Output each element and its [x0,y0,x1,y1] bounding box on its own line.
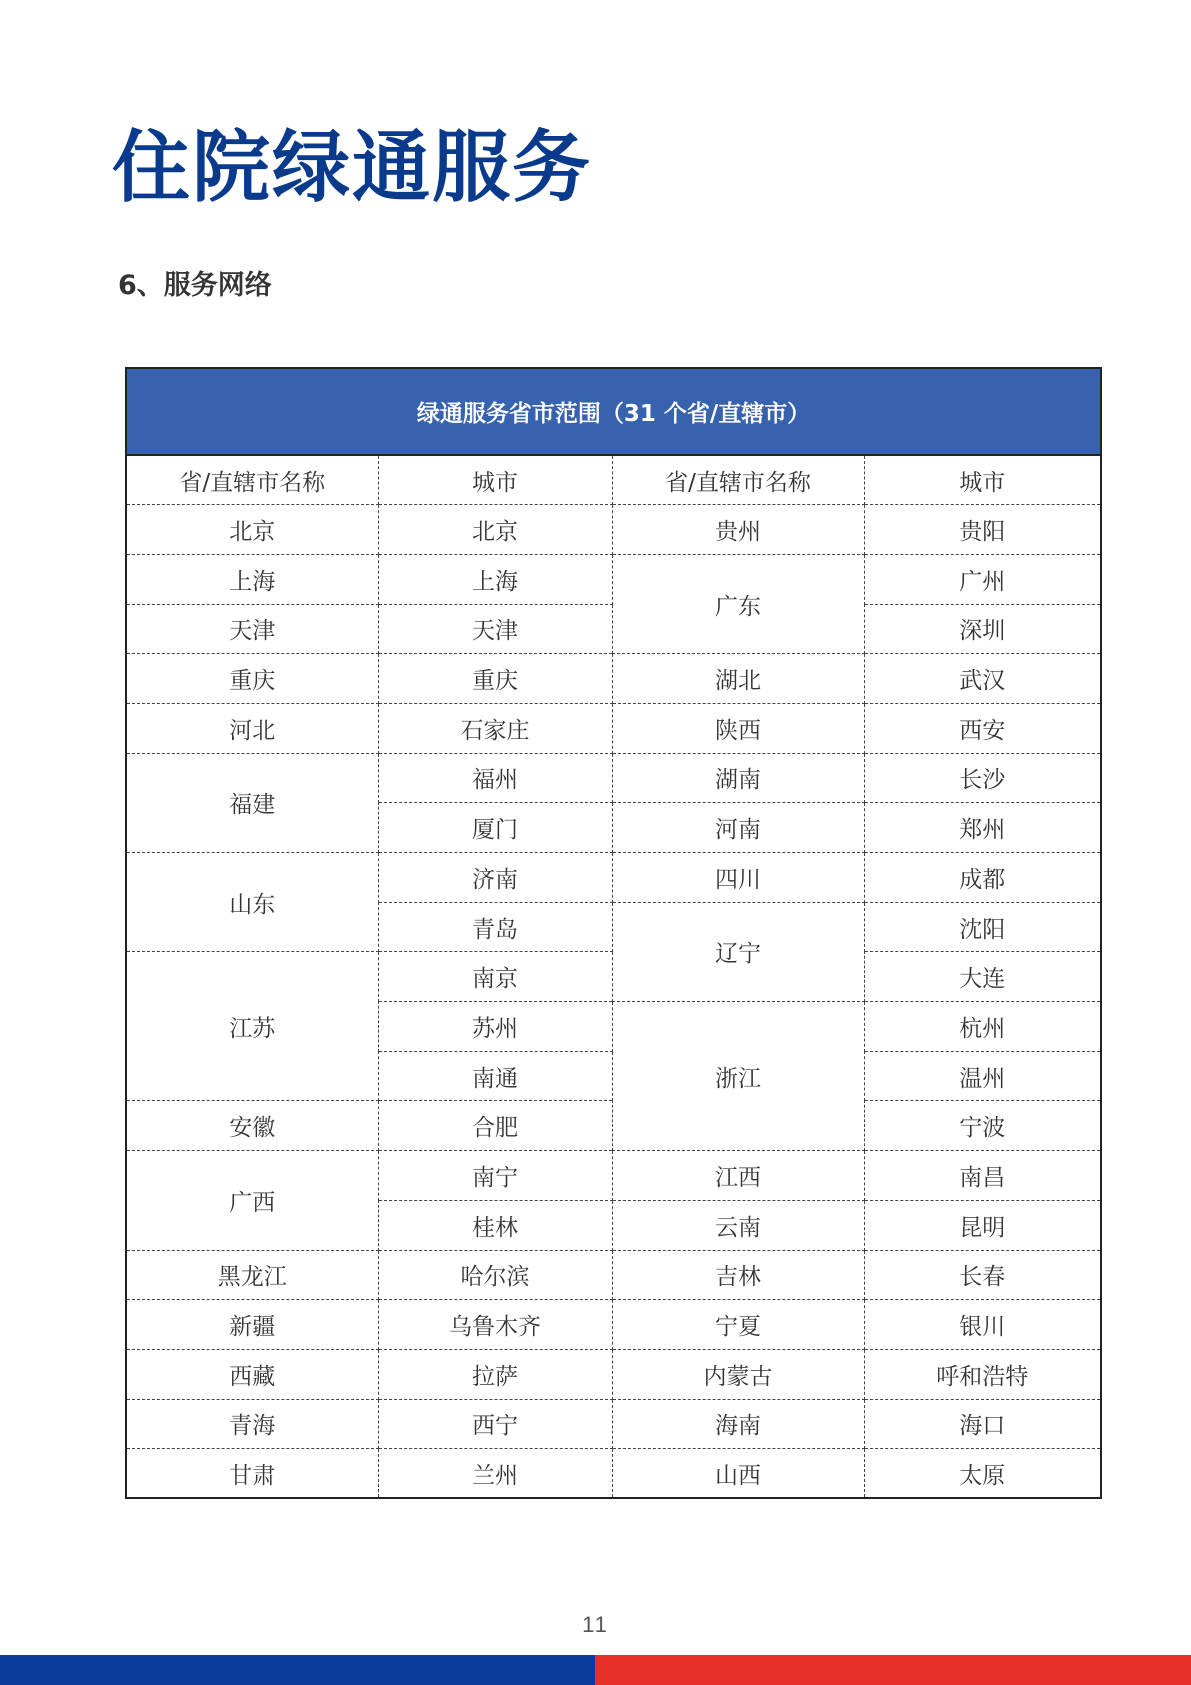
table-caption: 绿通服务省市范围（31 个省/直辖市） [126,368,1101,455]
city-cell: 大连 [864,952,1101,1002]
city-cell: 西安 [864,703,1101,753]
province-cell: 上海 [126,554,378,604]
table-row [126,554,1101,604]
city-cell: 呼和浩特 [864,1349,1101,1399]
city-cell: 太原 [864,1449,1101,1499]
province-cell: 吉林 [612,1250,864,1300]
province-cell: 青海 [126,1399,378,1449]
table-row [126,1399,1101,1449]
city-cell: 贵阳 [864,505,1101,555]
province-cell: 江苏 [126,952,378,1101]
city-cell: 乌鲁木齐 [378,1300,612,1350]
province-cell: 宁夏 [612,1300,864,1350]
table-row [126,853,1101,903]
table-row [126,703,1101,753]
table-row [126,505,1101,555]
province-cell: 湖北 [612,654,864,704]
province-cell: 海南 [612,1399,864,1449]
table-row [126,1300,1101,1350]
city-cell: 石家庄 [378,703,612,753]
header-province: 省/直辖市名称 [612,455,864,505]
city-cell: 南宁 [378,1151,612,1201]
footer-bar-blue [0,1655,595,1685]
province-cell: 广西 [126,1151,378,1250]
province-cell: 河南 [612,803,864,853]
city-cell: 苏州 [378,1002,612,1052]
province-cell: 新疆 [126,1300,378,1350]
page-number: 11 [582,1612,609,1637]
city-cell: 长沙 [864,753,1101,803]
city-cell: 成都 [864,853,1101,903]
city-cell: 北京 [378,505,612,555]
header-province: 省/直辖市名称 [126,455,378,505]
city-cell: 昆明 [864,1200,1101,1250]
table-row [126,1250,1101,1300]
table-row [126,753,1101,803]
city-cell: 郑州 [864,803,1101,853]
city-cell: 天津 [378,604,612,654]
coverage-table [125,367,1102,1499]
city-cell: 长春 [864,1250,1101,1300]
city-cell: 合肥 [378,1101,612,1151]
province-cell: 湖南 [612,753,864,803]
city-cell: 南通 [378,1051,612,1101]
page-title: 住院绿通服务 [112,123,593,213]
city-cell: 广州 [864,554,1101,604]
table-row [126,1449,1101,1499]
city-cell: 福州 [378,753,612,803]
province-cell: 云南 [612,1200,864,1250]
province-cell: 甘肃 [126,1449,378,1499]
province-cell: 天津 [126,604,378,654]
province-cell: 山西 [612,1449,864,1499]
province-cell: 辽宁 [612,902,864,1001]
city-cell: 上海 [378,554,612,604]
province-cell: 重庆 [126,654,378,704]
province-cell: 江西 [612,1151,864,1201]
header-city: 城市 [378,455,612,505]
province-cell: 安徽 [126,1101,378,1151]
province-cell: 陕西 [612,703,864,753]
province-cell: 广东 [612,554,864,653]
province-cell: 浙江 [612,1002,864,1151]
city-cell: 厦门 [378,803,612,853]
city-cell: 兰州 [378,1449,612,1499]
table-row [126,654,1101,704]
table-row [126,1151,1101,1201]
footer-bar-red [595,1655,1191,1685]
province-cell: 河北 [126,703,378,753]
province-cell: 黑龙江 [126,1250,378,1300]
city-cell: 南京 [378,952,612,1002]
city-cell: 哈尔滨 [378,1250,612,1300]
city-cell: 温州 [864,1051,1101,1101]
city-cell: 武汉 [864,654,1101,704]
city-cell: 沈阳 [864,902,1101,952]
city-cell: 杭州 [864,1002,1101,1052]
city-cell: 海口 [864,1399,1101,1449]
city-cell: 南昌 [864,1151,1101,1201]
province-cell: 山东 [126,853,378,952]
section-title: 6、服务网络 [118,270,272,301]
city-cell: 重庆 [378,654,612,704]
province-cell: 福建 [126,753,378,852]
city-cell: 青岛 [378,902,612,952]
province-cell: 西藏 [126,1349,378,1399]
city-cell: 济南 [378,853,612,903]
table-header-row [126,455,1101,505]
header-city: 城市 [864,455,1101,505]
province-cell: 四川 [612,853,864,903]
city-cell: 银川 [864,1300,1101,1350]
city-cell: 拉萨 [378,1349,612,1399]
city-cell: 西宁 [378,1399,612,1449]
province-cell: 贵州 [612,505,864,555]
city-cell: 宁波 [864,1101,1101,1151]
city-cell: 桂林 [378,1200,612,1250]
table-row [126,1349,1101,1399]
province-cell: 北京 [126,505,378,555]
city-cell: 深圳 [864,604,1101,654]
province-cell: 内蒙古 [612,1349,864,1399]
